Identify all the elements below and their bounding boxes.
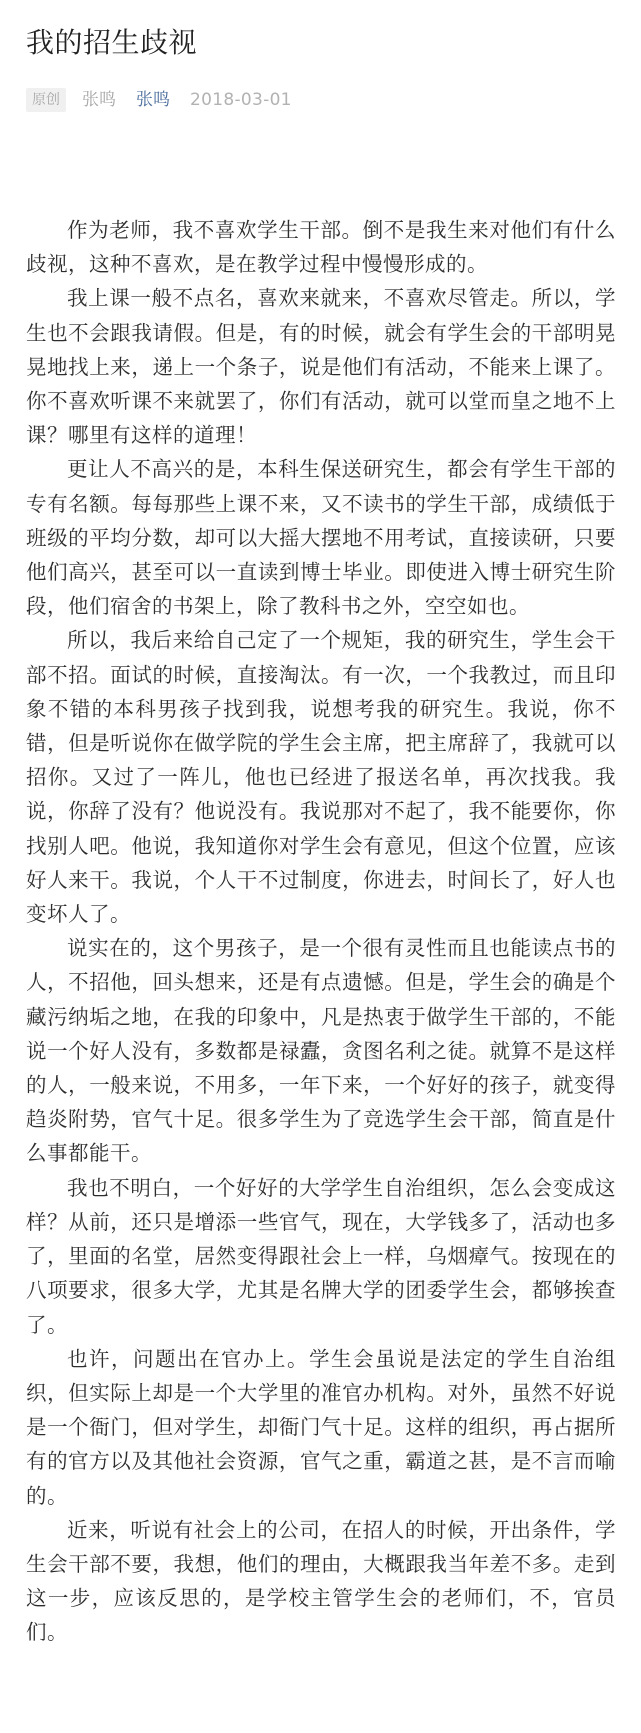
author-name: 张鸣	[82, 90, 116, 110]
account-link[interactable]: 张鸣	[136, 90, 170, 110]
paragraph: 我上课一般不点名，喜欢来就来，不喜欢尽管走。所以，学生也不会跟我请假。但是，有的时候，就会有学生会的干部明晃晃地找上来，递上一个条子，说是他们有活动，不能来上课了。你不喜欢听课不来就罢了，你们有活动，就可以堂而皇之地不上课？哪里有这样的道理！	[26, 286, 616, 448]
paragraph: 说实在的，这个男孩子，是一个很有灵性而且也能读点书的人，不招他，回头想来，还是有点遗憾。但是，学生会的确是个藏污纳垢之地，在我的印象中，凡是热衷于做学生干部的，不能说一个好人没有，多数都是禄蠹，贪图名利之徒。就算不是这样的人，一般来说，不用多，一年下来，一个好好的孩子，就变得趋炎附势，官气十足。很多学生为了竞选学生会干部，简直是什么事都能干。	[26, 936, 616, 1166]
paragraph: 我也不明白，一个好好的大学学生自治组织，怎么会变成这样？从前，还只是增添一些官气，现在，大学钱多了，活动也多了，里面的名堂，居然变得跟社会上一样，乌烟瘴气。按现在的八项要求，很多大学，尤其是名牌大学的团委学生会，都够挨查了。	[26, 1175, 616, 1337]
publish-date: 2018-03-01	[190, 90, 292, 110]
original-tag: 原创	[26, 88, 66, 112]
paragraph: 也许，问题出在官办上。学生会虽说是法定的学生自治组织，但实际上却是一个大学里的准官办机构。对外，虽然不好说是一个衙门，但对学生，却衙门气十足。这样的组织，再占据所有的官方以及其他社会资源，官气之重，霸道之甚，是不言而喻的。	[26, 1346, 616, 1508]
article-content	[26, 213, 616, 1650]
paragraph: 近来，听说有社会上的公司，在招人的时候，开出条件，学生会干部不要，我想，他们的理由，大概跟我当年差不多。走到这一步，应该反思的，是学校主管学生会的老师们，不，官员们。	[26, 1517, 616, 1645]
article-title: 我的招生歧视	[26, 26, 198, 59]
paragraph: 作为老师，我不喜欢学生干部。倒不是我生来对他们有什么歧视，这种不喜欢，是在教学过程中慢慢形成的。	[26, 218, 616, 277]
paragraph: 所以，我后来给自己定了一个规矩，我的研究生，学生会干部不招。面试的时候，直接淘汰。有一次，一个我教过，而且印象不错的本科男孩子找到我，说想考我的研究生。我说，你不错，但是听说你在做学院的学生会主席，把主席辞了，我就可以招你。又过了一阵儿，他也已经进了报送名单，再次找我。我说，你辞了没有？他说没有。我说那对不起了，我不能要你，你找别人吧。他说，我知道你对学生会有意见，但这个位置，应该好人来干。我说，个人干不过制度，你进去，时间长了，好人也变坏人了。	[26, 628, 616, 927]
paragraph: 更让人不高兴的是，本科生保送研究生，都会有学生干部的专有名额。每每那些上课不来，又不读书的学生干部，成绩低于班级的平均分数，却可以大摇大摆地不用考试，直接读研，只要他们高兴，甚至可以一直读到博士毕业。即使进入博士研究生阶段，他们宿舍的书架上，除了教科书之外，空空如也。	[26, 457, 616, 619]
article-meta	[26, 85, 616, 115]
